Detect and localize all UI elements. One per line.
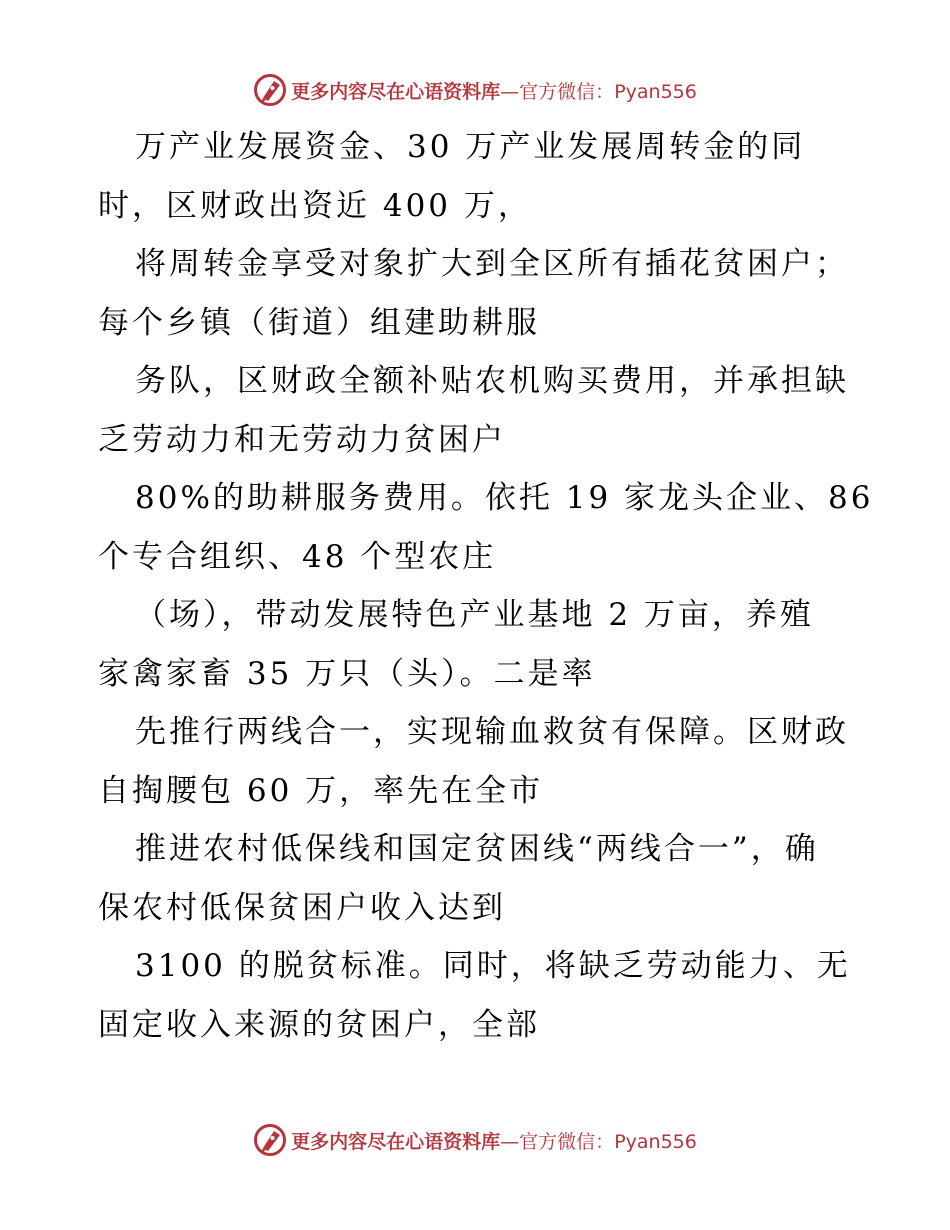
body-line: 每个乡镇（街道）组建助耕服 bbox=[98, 304, 540, 341]
body-line: 家禽家畜 35 万只（头）。二是率 bbox=[98, 655, 596, 692]
header-banner bbox=[0, 70, 950, 110]
header-wechat-id: Pyan556 bbox=[614, 80, 697, 103]
pen-nib-logo-icon bbox=[253, 1123, 287, 1157]
header-brand: 更多内容尽在心语资料库 bbox=[291, 80, 501, 103]
pen-nib-logo-icon bbox=[253, 73, 287, 107]
body-line: 时，区财政出资近 400 万， bbox=[98, 187, 532, 224]
body-line: 万产业发展资金、30 万产业发展周转金的同 bbox=[135, 129, 806, 165]
body-line: 务队，区财政全额补贴农机购买费用，并承担缺 bbox=[135, 363, 849, 399]
body-line: 推进农村低保线和国定贫困线“两线合一”，确 bbox=[135, 831, 819, 867]
header-banner-text bbox=[291, 77, 697, 104]
document-body bbox=[98, 118, 874, 1054]
header-wechat-label: 官方微信： bbox=[519, 80, 615, 103]
footer-separator: — bbox=[500, 1130, 520, 1153]
header-separator: — bbox=[500, 80, 520, 103]
body-line: （场），带动发展特色产业基地 2 万亩，养殖 bbox=[135, 597, 814, 633]
body-line: 将周转金享受对象扩大到全区所有插花贫困户； bbox=[135, 246, 849, 282]
body-line: 个专合组织、48 个型农庄 bbox=[98, 538, 497, 575]
body-line: 3100 的脱贫标准。同时，将缺乏劳动能力、无 bbox=[135, 948, 851, 984]
body-line: 保农村低保贫困户收入达到 bbox=[98, 889, 506, 926]
footer-wechat-label: 官方微信： bbox=[519, 1130, 615, 1153]
footer-banner-text bbox=[291, 1127, 697, 1154]
footer-wechat-id: Pyan556 bbox=[614, 1130, 697, 1153]
body-line: 80%的助耕服务费用。依托 19 家龙头企业、86 bbox=[135, 480, 874, 516]
body-line: 乏劳动力和无劳动力贫困户 bbox=[98, 421, 506, 458]
footer-brand: 更多内容尽在心语资料库 bbox=[291, 1130, 501, 1153]
footer-banner bbox=[0, 1120, 950, 1160]
body-line: 自掏腰包 60 万，率先在全市 bbox=[98, 772, 544, 809]
body-line: 固定收入来源的贫困户，全部 bbox=[98, 1006, 540, 1043]
body-line: 先推行两线合一，实现输血救贫有保障。区财政 bbox=[135, 714, 849, 750]
